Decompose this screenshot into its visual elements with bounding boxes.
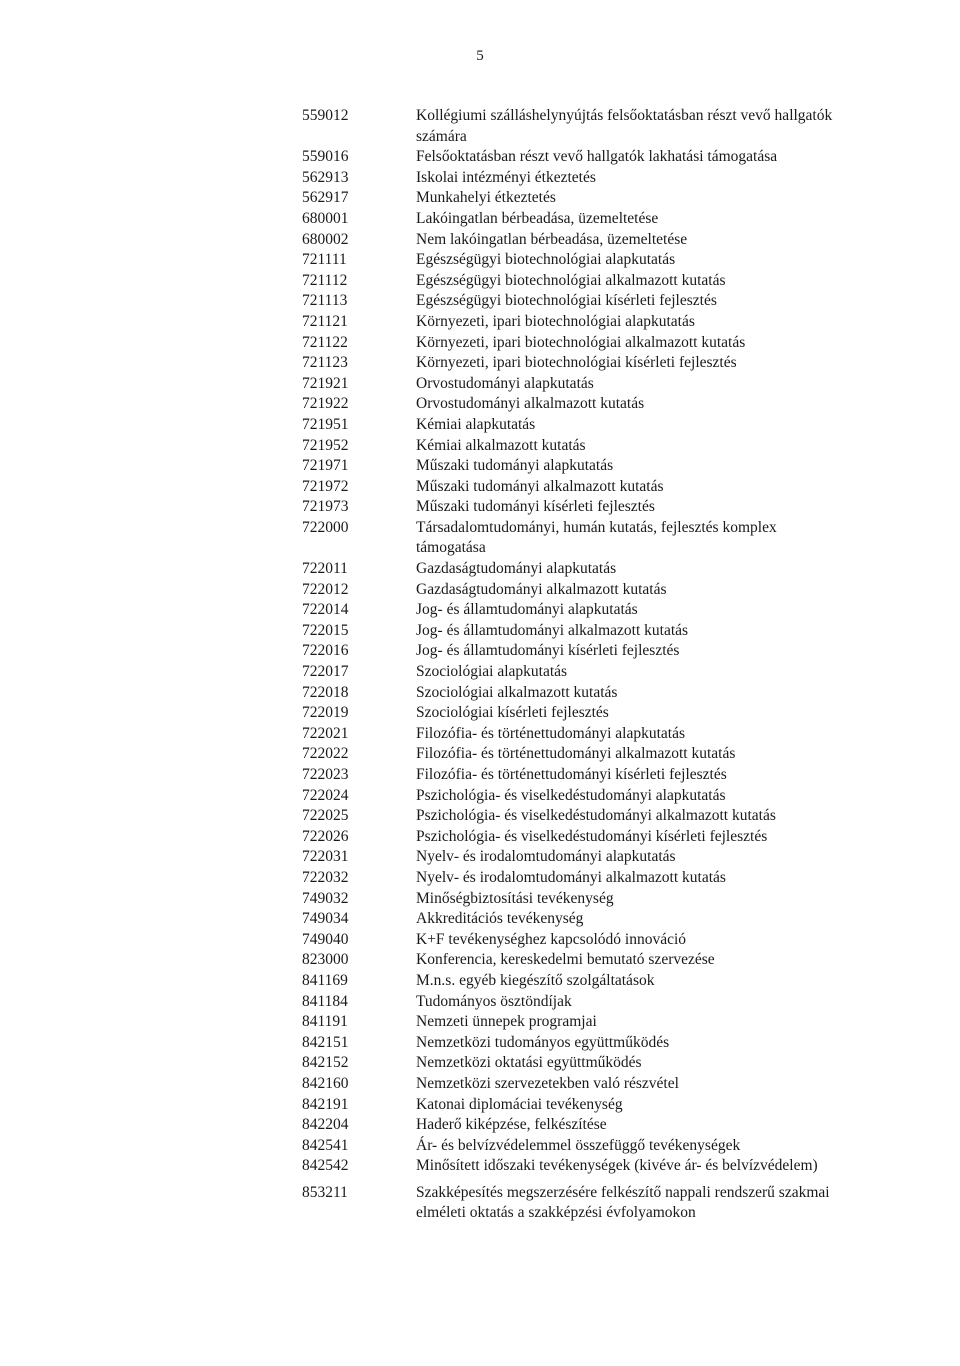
table-row — [302, 806, 842, 827]
table-row — [302, 1074, 842, 1095]
activity-code: 842541 — [302, 1136, 349, 1154]
activity-description: Egészségügyi biotechnológiai alkalmazott kutatás — [416, 271, 726, 289]
activity-code: 722012 — [302, 580, 349, 598]
activity-description: Filozófia- és történettudományi alapkutatás — [416, 724, 686, 742]
activity-description: Pszichológia- és viselkedéstudományi kísérleti fejlesztés — [416, 827, 768, 845]
activity-description: Iskolai intézményi étkeztetés — [416, 168, 596, 186]
activity-code: 721111 — [302, 251, 347, 269]
activity-code: 722019 — [302, 704, 349, 722]
table-row — [302, 374, 842, 395]
activity-code: 722031 — [302, 848, 349, 866]
activity-description: Pszichológia- és viselkedéstudományi alkalmazott kutatás — [416, 807, 776, 825]
activity-code: 841169 — [302, 971, 348, 989]
table-row — [302, 271, 842, 292]
activity-code: 680001 — [302, 209, 349, 227]
activity-description: Szociológiai alkalmazott kutatás — [416, 683, 618, 701]
activity-code: 749034 — [302, 910, 349, 928]
table-row — [302, 188, 842, 209]
table-row — [302, 1012, 842, 1033]
activity-description: Katonai diplomáciai tevékenység — [416, 1095, 623, 1113]
activity-code: 722018 — [302, 683, 349, 701]
activity-description: Környezeti, ipari biotechnológiai kísérleti fejlesztés — [416, 354, 737, 372]
table-row — [302, 312, 842, 333]
activity-description: Nyelv- és irodalomtudományi alkalmazott kutatás — [416, 868, 726, 886]
activity-description: Egészségügyi biotechnológiai alapkutatás — [416, 251, 676, 269]
activity-description: Konferencia, kereskedelmi bemutató szervezése — [416, 951, 715, 969]
table-row — [302, 250, 842, 271]
table-row — [302, 950, 842, 971]
table-row — [302, 600, 842, 621]
table-row — [302, 353, 842, 374]
activity-code: 721971 — [302, 457, 349, 475]
activity-code-table — [302, 106, 842, 1224]
table-row — [302, 106, 842, 147]
activity-description: Munkahelyi étkeztetés — [416, 189, 556, 207]
activity-description: Lakóingatlan bérbeadása, üzemeltetése — [416, 209, 659, 227]
activity-code: 721952 — [302, 436, 349, 454]
activity-description: Gazdaságtudományi alkalmazott kutatás — [416, 580, 667, 598]
table-row — [302, 786, 842, 807]
table-row — [302, 497, 842, 518]
activity-description: Kollégiumi szálláshelynyújtás felsőoktatásban részt vevő hallgatók számára — [416, 107, 833, 145]
table-row — [302, 662, 842, 683]
activity-description: Minősített időszaki tevékenységek (kivéve ár- és belvízvédelem) — [416, 1157, 818, 1175]
activity-code: 722026 — [302, 827, 349, 845]
activity-code: 721972 — [302, 477, 349, 495]
table-row — [302, 209, 842, 230]
activity-code: 842542 — [302, 1157, 349, 1175]
activity-code: 722011 — [302, 560, 348, 578]
table-row — [302, 580, 842, 601]
activity-description: Gazdaságtudományi alapkutatás — [416, 560, 617, 578]
activity-description: Szociológiai kísérleti fejlesztés — [416, 704, 609, 722]
activity-description: Jog- és államtudományi kísérleti fejlesztés — [416, 642, 680, 660]
activity-description: Filozófia- és történettudományi kísérleti fejlesztés — [416, 766, 727, 783]
activity-description: Nemzetközi oktatási együttműködés — [416, 1054, 642, 1072]
table-row — [302, 291, 842, 312]
table-row — [302, 909, 842, 930]
table-row — [302, 147, 842, 168]
activity-description: Nyelv- és irodalomtudományi alapkutatás — [416, 848, 676, 866]
table-row — [302, 889, 842, 910]
activity-description: Akkreditációs tevékenység — [416, 910, 584, 928]
table-row — [302, 992, 842, 1013]
activity-description: Orvostudományi alkalmazott kutatás — [416, 395, 645, 413]
activity-code: 722016 — [302, 642, 349, 660]
activity-code: 722014 — [302, 601, 349, 619]
activity-code: 562913 — [302, 168, 349, 186]
activity-description: Nemzetközi tudományos együttműködés — [416, 1033, 670, 1051]
table-row — [302, 415, 842, 436]
activity-description: Pszichológia- és viselkedéstudományi alapkutatás — [416, 786, 726, 804]
activity-code: 722024 — [302, 786, 349, 804]
table-row — [302, 765, 842, 786]
activity-description: Szakképesítés megszerzésére felkészítő nappali rendszerű szakmai elméleti oktatás a szakképzési évfolyamokon — [416, 1183, 830, 1222]
table-row — [302, 971, 842, 992]
table-row — [302, 930, 842, 951]
activity-code: 841184 — [302, 992, 348, 1010]
table-row — [302, 333, 842, 354]
table-row — [302, 683, 842, 704]
table-row — [302, 559, 842, 580]
activity-description: Minőségbiztosítási tevékenység — [416, 889, 614, 907]
activity-code: 722022 — [302, 745, 349, 763]
activity-description: Felsőoktatásban részt vevő hallgatók lakhatási támogatása — [416, 148, 778, 166]
activity-code: 842191 — [302, 1095, 349, 1113]
table-row — [302, 868, 842, 889]
activity-code: 680002 — [302, 230, 349, 248]
table-row — [302, 1033, 842, 1054]
activity-code: 562917 — [302, 189, 349, 207]
activity-code: 722023 — [302, 766, 349, 783]
activity-description: Társadalomtudományi, humán kutatás, fejlesztés komplex támogatása — [416, 518, 777, 557]
activity-description: Műszaki tudományi kísérleti fejlesztés — [416, 498, 655, 516]
activity-code: 722032 — [302, 868, 349, 886]
activity-code: 722017 — [302, 663, 349, 681]
activity-code: 842160 — [302, 1074, 349, 1092]
activity-code: 842152 — [302, 1054, 349, 1072]
table-row — [302, 477, 842, 498]
table-row — [302, 703, 842, 724]
activity-description: Ár- és belvízvédelemmel összefüggő tevékenységek — [416, 1136, 741, 1154]
activity-code: 721973 — [302, 498, 349, 516]
table-row — [302, 621, 842, 642]
table-row — [302, 436, 842, 457]
table-row — [302, 847, 842, 868]
activity-code: 721121 — [302, 312, 348, 330]
activity-code: 721112 — [302, 271, 348, 289]
activity-description: Filozófia- és történettudományi alkalmazott kutatás — [416, 745, 736, 763]
activity-code: 749040 — [302, 930, 349, 948]
activity-description: Egészségügyi biotechnológiai kísérleti fejlesztés — [416, 292, 717, 310]
activity-description: M.n.s. egyéb kiegészítő szolgáltatások — [416, 971, 655, 989]
activity-description: K+F tevékenységhez kapcsolódó innováció — [416, 930, 687, 948]
table-row — [302, 1156, 842, 1177]
table-row — [302, 230, 842, 251]
activity-description: Nemzeti ünnepek programjai — [416, 1013, 597, 1031]
activity-description: Nem lakóingatlan bérbeadása, üzemeltetése — [416, 230, 688, 248]
activity-code: 722015 — [302, 621, 349, 639]
activity-code: 721951 — [302, 415, 349, 433]
table-row — [302, 394, 842, 415]
activity-description: Tudományos ösztöndíjak — [416, 992, 572, 1010]
activity-code: 721122 — [302, 333, 348, 351]
table-row — [302, 518, 842, 559]
activity-code: 749032 — [302, 889, 349, 907]
table-row — [302, 641, 842, 662]
table-row — [302, 1136, 842, 1157]
activity-description: Jog- és államtudományi alkalmazott kutatás — [416, 621, 689, 639]
table-row — [302, 1115, 842, 1136]
activity-code: 722025 — [302, 807, 349, 825]
activity-code: 841191 — [302, 1013, 348, 1031]
table-row — [302, 456, 842, 477]
activity-description: Műszaki tudományi alkalmazott kutatás — [416, 477, 664, 495]
activity-description: Haderő kiképzése, felkészítése — [416, 1116, 607, 1134]
table-row — [302, 744, 842, 765]
activity-code: 823000 — [302, 951, 349, 969]
activity-description: Kémiai alapkutatás — [416, 415, 536, 433]
activity-code: 853211 — [302, 1183, 348, 1201]
activity-code: 721123 — [302, 354, 348, 372]
activity-description: Jog- és államtudományi alapkutatás — [416, 601, 638, 619]
activity-code: 721922 — [302, 395, 349, 413]
activity-code: 842204 — [302, 1116, 349, 1134]
activity-description: Műszaki tudományi alapkutatás — [416, 457, 614, 475]
activity-code: 559012 — [302, 107, 349, 124]
activity-description: Orvostudományi alapkutatás — [416, 374, 594, 392]
activity-description: Nemzetközi szervezetekben való részvétel — [416, 1074, 679, 1092]
table-row — [302, 827, 842, 848]
activity-description: Szociológiai alapkutatás — [416, 663, 568, 681]
activity-description: Környezeti, ipari biotechnológiai alkalmazott kutatás — [416, 333, 746, 351]
table-row — [302, 168, 842, 189]
table-row — [302, 1095, 842, 1116]
activity-description: Környezeti, ipari biotechnológiai alapkutatás — [416, 312, 695, 330]
table-row — [302, 1183, 842, 1224]
activity-description: Kémiai alkalmazott kutatás — [416, 436, 586, 454]
activity-code: 721113 — [302, 292, 348, 310]
page-number: 5 — [476, 48, 484, 64]
table-row — [302, 1053, 842, 1074]
activity-code: 721921 — [302, 374, 349, 392]
activity-code: 722000 — [302, 518, 349, 536]
table-row — [302, 724, 842, 745]
activity-code: 559016 — [302, 148, 349, 166]
activity-code: 722021 — [302, 724, 349, 742]
activity-code: 842151 — [302, 1033, 349, 1051]
